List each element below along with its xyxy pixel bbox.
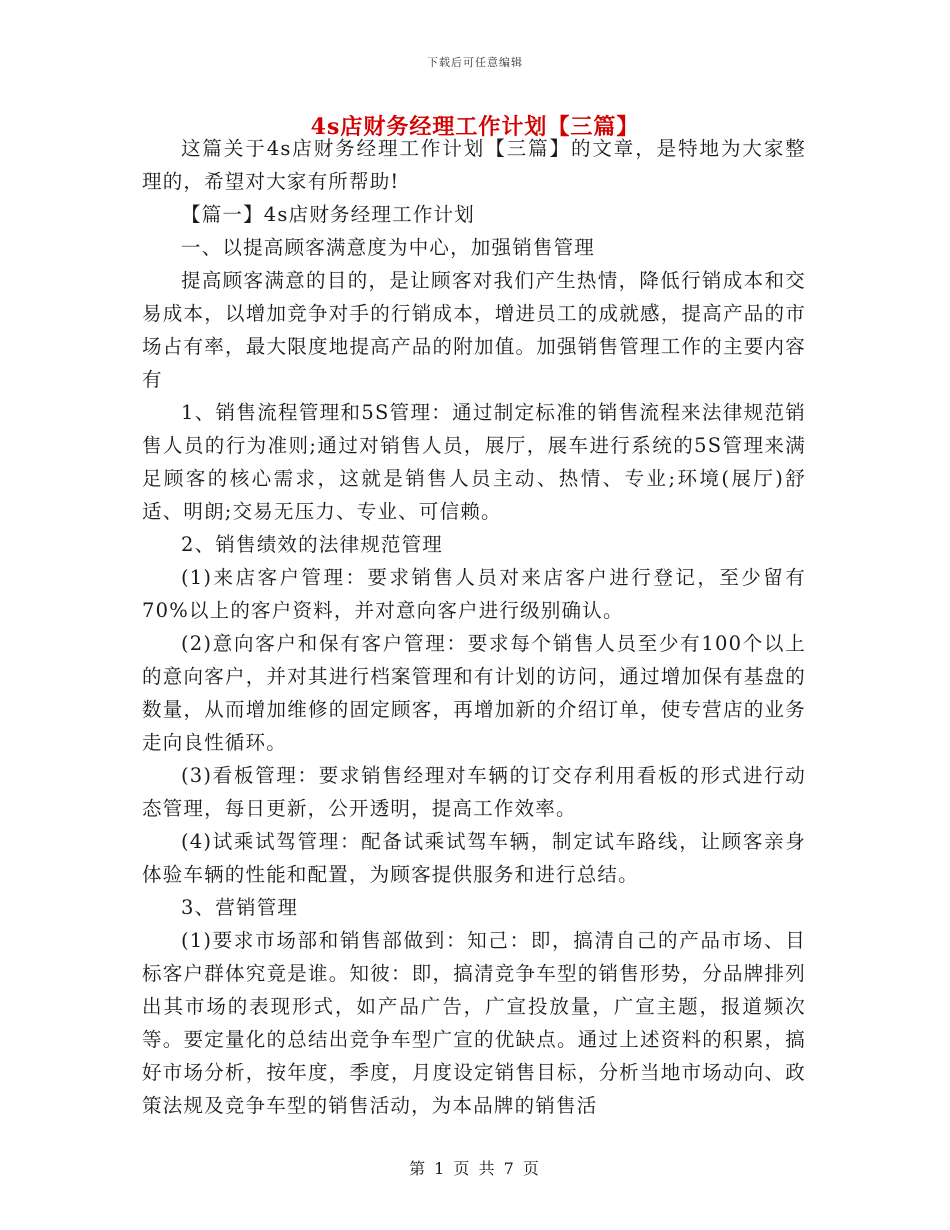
document-body: [142, 132, 806, 1122]
body-paragraph: (1)来店客户管理：要求销售人员对来店客户进行登记，至少留有70%以上的客户资料，并对意向客户进行级别确认。: [142, 566, 806, 622]
body-paragraph: (3)看板管理：要求销售经理对车辆的订交存利用看板的形式进行动态管理，每日更新，公开透明，提高工作效率。: [142, 764, 806, 820]
item-heading: 3、营销管理: [181, 896, 299, 919]
section-heading: 【篇一】4s店财务经理工作计划: [181, 203, 475, 226]
page-number: 第 1 页 共 7 页: [409, 1159, 541, 1178]
page-header-note: 下载后可任意编辑: [427, 56, 523, 69]
subsection-heading: 一、以提高顾客满意度为中心，加强销售管理: [181, 236, 596, 259]
intro-paragraph: 这篇关于4s店财务经理工作计划【三篇】的文章，是特地为大家整理的，希望对大家有所帮助!: [142, 137, 806, 193]
document-title: 4s店财务经理工作计划【三篇】: [310, 114, 640, 140]
body-paragraph: (1)要求市场部和销售部做到：知己：即，搞清自己的产品市场、目标客户群体究竟是谁。知彼：即，搞清竞争车型的销售形势，分品牌排列出其市场的表现形式，如产品广告，广宣投放量，广宣主题，报道频次等。要定量化的总结出竞争车型广宣的优缺点。通过上述资料的积累，搞好市场分析，按年度，季度，月度设定销售目标，分析当地市场动向、政策法规及竞争车型的销售活动，为本品牌的销售活: [142, 929, 806, 1117]
item-heading: 2、销售绩效的法律规范管理: [181, 533, 444, 556]
body-paragraph: 提高顾客满意的目的，是让顾客对我们产生热情，降低行销成本和交易成本，以增加竞争对手的行销成本，增进员工的成就感，提高产品的市场占有率，最大限度地提高产品的附加值。加强销售管理工作的主要内容有: [142, 269, 806, 391]
body-paragraph: (4)试乘试驾管理：配备试乘试驾车辆，制定试车路线，让顾客亲身体验车辆的性能和配置，为顾客提供服务和进行总结。: [142, 830, 806, 886]
body-paragraph: 1、销售流程管理和5S管理：通过制定标准的销售流程来法律规范销售人员的行为准则;通过对销售人员，展厅，展车进行系统的5S管理来满足顾客的核心需求，这就是销售人员主动、热情、专业;环境(展厅)舒适、明朗;交易无压力、专业、可信赖。: [142, 401, 806, 523]
body-paragraph: (2)意向客户和保有客户管理：要求每个销售人员至少有100个以上的意向客户，并对其进行档案管理和有计划的访问，通过增加保有基盘的数量，从而增加维修的固定顾客，再增加新的介绍订单，使专营店的业务走向良性循环。: [142, 632, 806, 754]
